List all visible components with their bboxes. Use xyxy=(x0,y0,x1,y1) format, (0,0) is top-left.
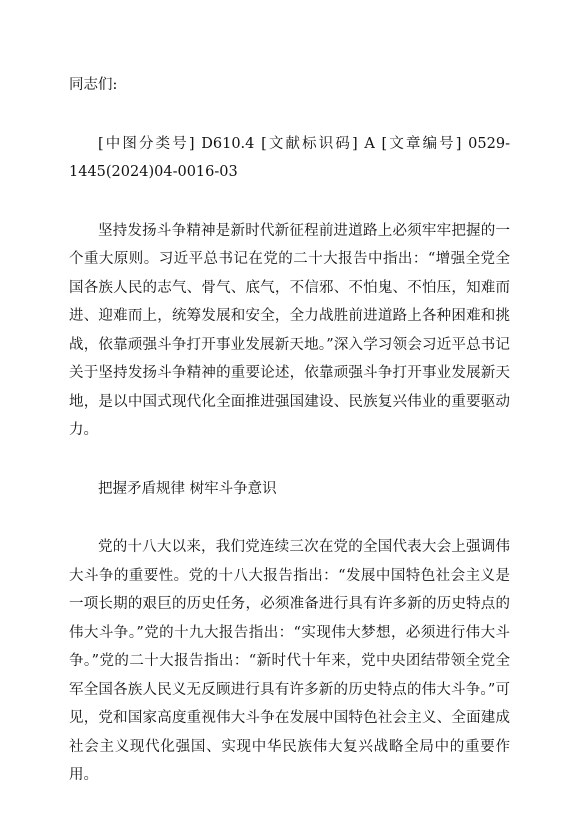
salutation: 同志们: xyxy=(69,77,118,93)
section-heading: 把握矛盾规律 树牢斗争意识 xyxy=(98,480,277,497)
body-paragraph: 坚持发扬斗争精神是新时代新征程前进道路上必须牢牢把握的一个重大原则。习近平总书记在党的二十大报告中指出：“增强全党全国各族人民的志气、骨气、底气，不信邪、不怕鬼、不怕压，知难而进、迎难而上，统筹发展和安全，全力战胜前进道路上各种困难和挑战，依靠顽强斗争打开事业发展新天地。”深入学习领会习近平总书记关于坚持发扬斗争精神的重要论述，依靠顽强斗争打开事业发展新天地，是以中国式现代化全面推进强国建设、民族复兴伟业的重要驱动力。 xyxy=(69,222,510,438)
body-paragraph: 党的十八大以来，我们党连续三次在党的全国代表大会上强调伟大斗争的重要性。党的十八大报告指出：“发展中国特色社会主义是一项长期的艰巨的历史任务，必须准备进行具有许多新的历史特点的伟大斗争。”党的十九大报告指出：“实现伟大梦想，必须进行伟大斗争。”党的二十大报告指出：“新时代十年来，党中央团结带领全党全军全国各族人民义无反顾进行具有许多新的历史特点的伟大斗争。”可见，党和国家高度重视伟大斗争在发展中国特色社会主义、全面建成社会主义现代化强国、实现中华民族伟大复兴战略全局中的重要作用。 xyxy=(69,539,510,783)
classification-metadata: [中图分类号] D610.4 [文献标识码] A [文章编号] 0529-1445(2024)04-0016-03 xyxy=(69,135,510,180)
